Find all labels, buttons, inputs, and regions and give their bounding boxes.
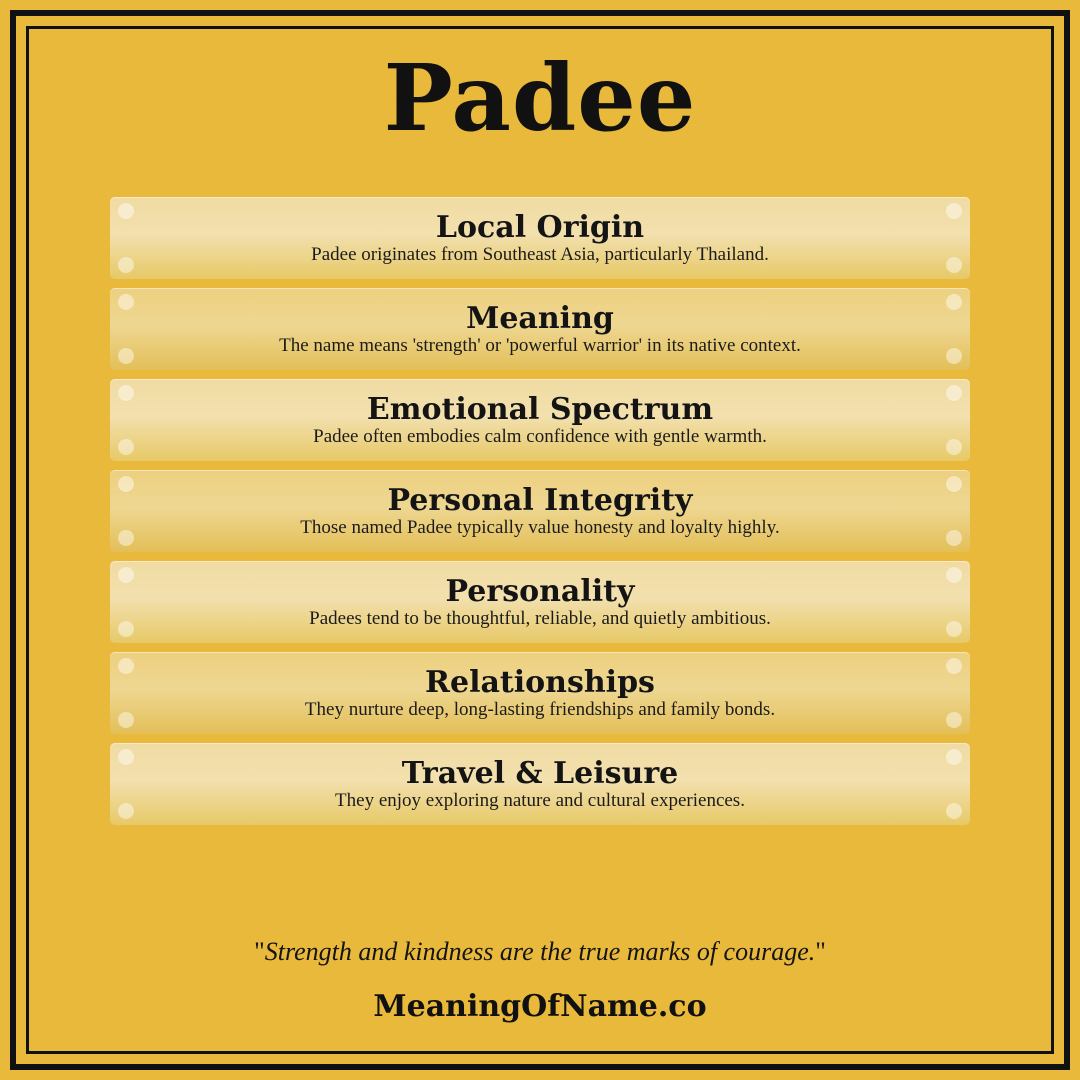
rivet-icon bbox=[946, 712, 962, 728]
rivet-icon bbox=[118, 439, 134, 455]
quote-text: Strength and kindness are the true marks of courage. bbox=[264, 937, 816, 966]
quote-close-mark: " bbox=[815, 937, 826, 966]
section-card-list bbox=[30, 197, 1050, 834]
section-description: They nurture deep, long-lasting friendships and family bonds. bbox=[304, 698, 776, 720]
section-description: Padee often embodies calm confidence with gentle warmth. bbox=[313, 425, 767, 447]
rivet-icon bbox=[118, 257, 134, 273]
rivet-icon bbox=[118, 567, 134, 583]
brand-name: MeaningOfName.co bbox=[373, 989, 707, 1024]
section-title: Emotional Spectrum bbox=[366, 391, 714, 427]
page-title: Padee bbox=[383, 44, 697, 152]
section-description: Padees tend to be thoughtful, reliable, and quietly ambitious. bbox=[309, 607, 771, 629]
rivet-icon bbox=[946, 294, 962, 310]
rivet-icon bbox=[118, 712, 134, 728]
rivet-icon bbox=[946, 385, 962, 401]
rivet-icon bbox=[946, 476, 962, 492]
rivet-icon bbox=[118, 658, 134, 674]
rivet-icon bbox=[118, 621, 134, 637]
rivet-icon bbox=[118, 803, 134, 819]
rivet-icon bbox=[118, 385, 134, 401]
section-card bbox=[110, 743, 970, 825]
rivet-icon bbox=[118, 203, 134, 219]
section-title: Personality bbox=[445, 573, 635, 609]
rivet-icon bbox=[118, 294, 134, 310]
section-title: Personal Integrity bbox=[387, 482, 693, 518]
rivet-icon bbox=[946, 203, 962, 219]
rivet-icon bbox=[946, 658, 962, 674]
section-title: Relationships bbox=[425, 664, 655, 700]
rivet-icon bbox=[118, 476, 134, 492]
rivet-icon bbox=[946, 621, 962, 637]
quote bbox=[30, 937, 1050, 967]
section-description: The name means 'strength' or 'powerful warrior' in its native context. bbox=[279, 334, 801, 356]
section-card bbox=[110, 197, 970, 279]
section-card bbox=[110, 379, 970, 461]
rivet-icon bbox=[946, 348, 962, 364]
poster-footer bbox=[30, 937, 1050, 1050]
rivet-icon bbox=[118, 348, 134, 364]
section-card bbox=[110, 652, 970, 734]
poster-content bbox=[30, 30, 1050, 1050]
section-title: Meaning bbox=[466, 300, 614, 336]
section-description: Those named Padee typically value honesty and loyalty highly. bbox=[300, 516, 780, 538]
quote-open-mark: " bbox=[254, 937, 265, 966]
section-description: They enjoy exploring nature and cultural experiences. bbox=[335, 789, 745, 811]
section-title: Travel & Leisure bbox=[401, 755, 679, 791]
section-card bbox=[110, 288, 970, 370]
rivet-icon bbox=[946, 749, 962, 765]
section-description: Padee originates from Southeast Asia, particularly Thailand. bbox=[311, 243, 769, 265]
rivet-icon bbox=[118, 749, 134, 765]
rivet-icon bbox=[946, 567, 962, 583]
rivet-icon bbox=[946, 530, 962, 546]
section-title: Local Origin bbox=[435, 209, 645, 245]
rivet-icon bbox=[946, 257, 962, 273]
rivet-icon bbox=[946, 803, 962, 819]
rivet-icon bbox=[118, 530, 134, 546]
section-card bbox=[110, 470, 970, 552]
rivet-icon bbox=[946, 439, 962, 455]
section-card bbox=[110, 561, 970, 643]
